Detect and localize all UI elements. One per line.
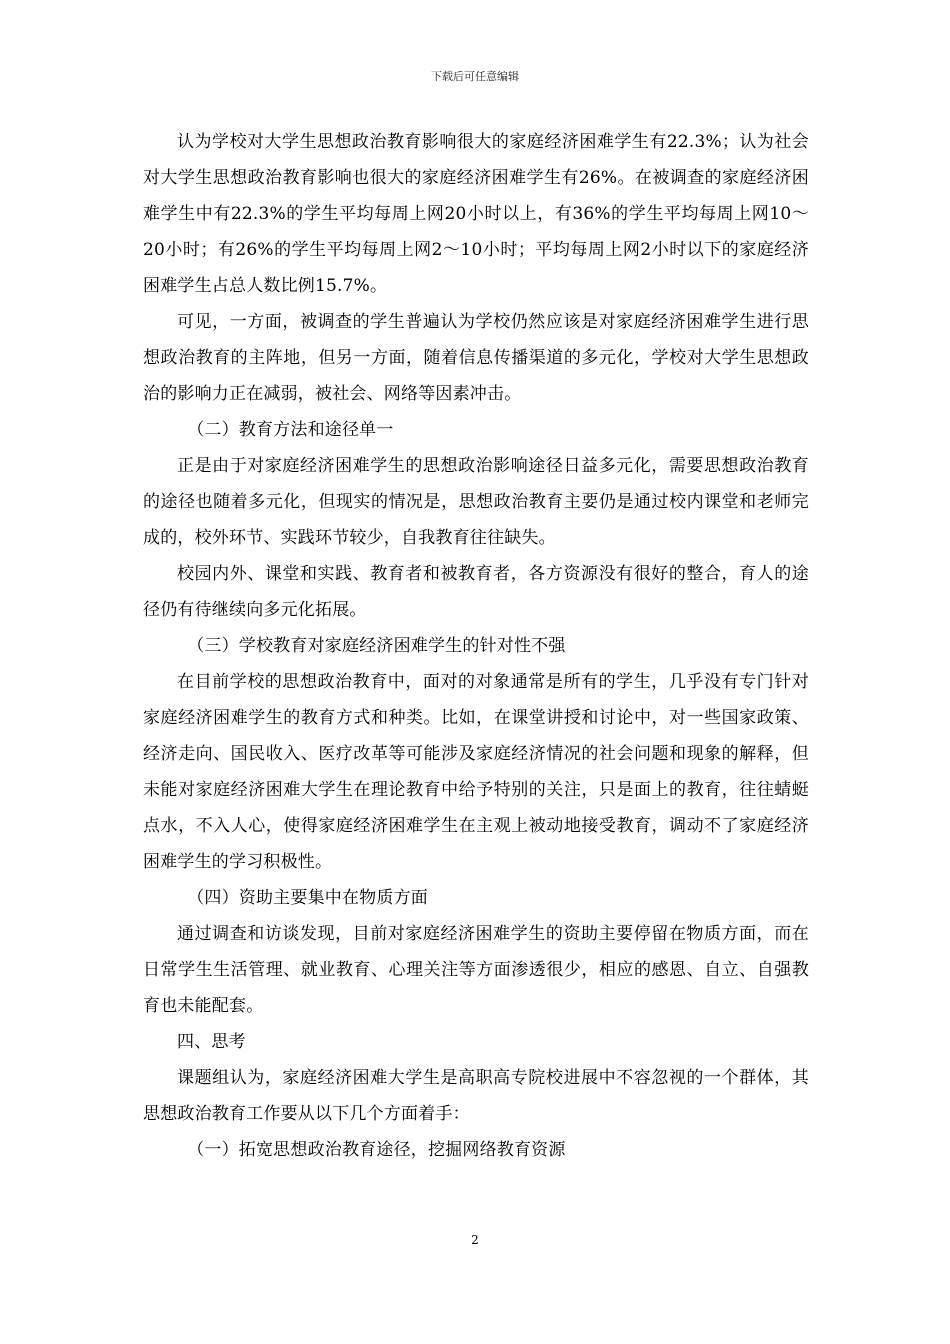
section-heading-3: （三）学校教育对家庭经济困难学生的针对性不强 [187,636,566,656]
section-heading-thinking: 四、思考 [177,1032,246,1052]
section-heading-2: （二）教育方法和途径单一 [187,420,394,440]
document-body [143,124,809,1168]
page-header: 下载后可任意编辑 [431,70,519,83]
paragraph-methods: 正是由于对家庭经济困难学生的思想政治影响途径日益多元化，需要思想政治教育的途径也随着多元化，但现实的情况是，思想政治教育主要仍是通过校内课堂和老师完成的，校外环节、实践环节较少，自我教育往往缺失。 [143,456,809,548]
paragraph-resources: 校园内外、课堂和实践、教育者和被教育者，各方资源没有很好的整合，育人的途径仍有待继续向多元化拓展。 [143,564,809,620]
page-number: 2 [471,1233,479,1247]
paragraph-conclusion: 可见，一方面，被调查的学生普遍认为学校仍然应该是对家庭经济困难学生进行思想政治教育的主阵地，但另一方面，随着信息传播渠道的多元化，学校对大学生思想政治的影响力正在减弱，被社会、网络等因素冲击。 [143,312,809,404]
paragraph-group-view: 课题组认为，家庭经济困难大学生是高职高专院校进展中不容忽视的一个群体，其思想政治教育工作要从以下几个方面着手： [143,1068,809,1124]
paragraph-aid: 通过调查和访谈发现，目前对家庭经济困难学生的资助主要停留在物质方面，而在日常学生生活管理、就业教育、心理关注等方面渗透很少，相应的感恩、自立、自强教育也未能配套。 [143,924,809,1016]
paragraph-targeting: 在目前学校的思想政治教育中，面对的对象通常是所有的学生，几乎没有专门针对家庭经济困难学生的教育方式和种类。比如，在课堂讲授和讨论中，对一些国家政策、经济走向、国民收入、医疗改革等可能涉及家庭经济情况的社会问题和现象的解释，但未能对家庭经济困难大学生在理论教育中给予特别的关注，只是面上的教育，往往蜻蜓点水，不入人心，使得家庭经济困难学生在主观上被动地接受教育，调动不了家庭经济困难学生的学习积极性。 [143,672,809,872]
section-heading-4: （四）资助主要集中在物质方面 [187,888,428,908]
section-heading-1: （一）拓宽思想政治教育途径，挖掘网络教育资源 [187,1140,566,1160]
paragraph-survey-stats: 认为学校对大学生思想政治教育影响很大的家庭经济困难学生有22.3%；认为社会对大学生思想政治教育影响也很大的家庭经济困难学生有26%。在被调查的家庭经济困难学生中有22.3%的学生平均每周上网20小时以上，有36%的学生平均每周上网10～20小时；有26%的学生平均每周上网2～10小时；平均每周上网2小时以下的家庭经济困难学生占总人数比例15.7%。 [143,132,809,296]
